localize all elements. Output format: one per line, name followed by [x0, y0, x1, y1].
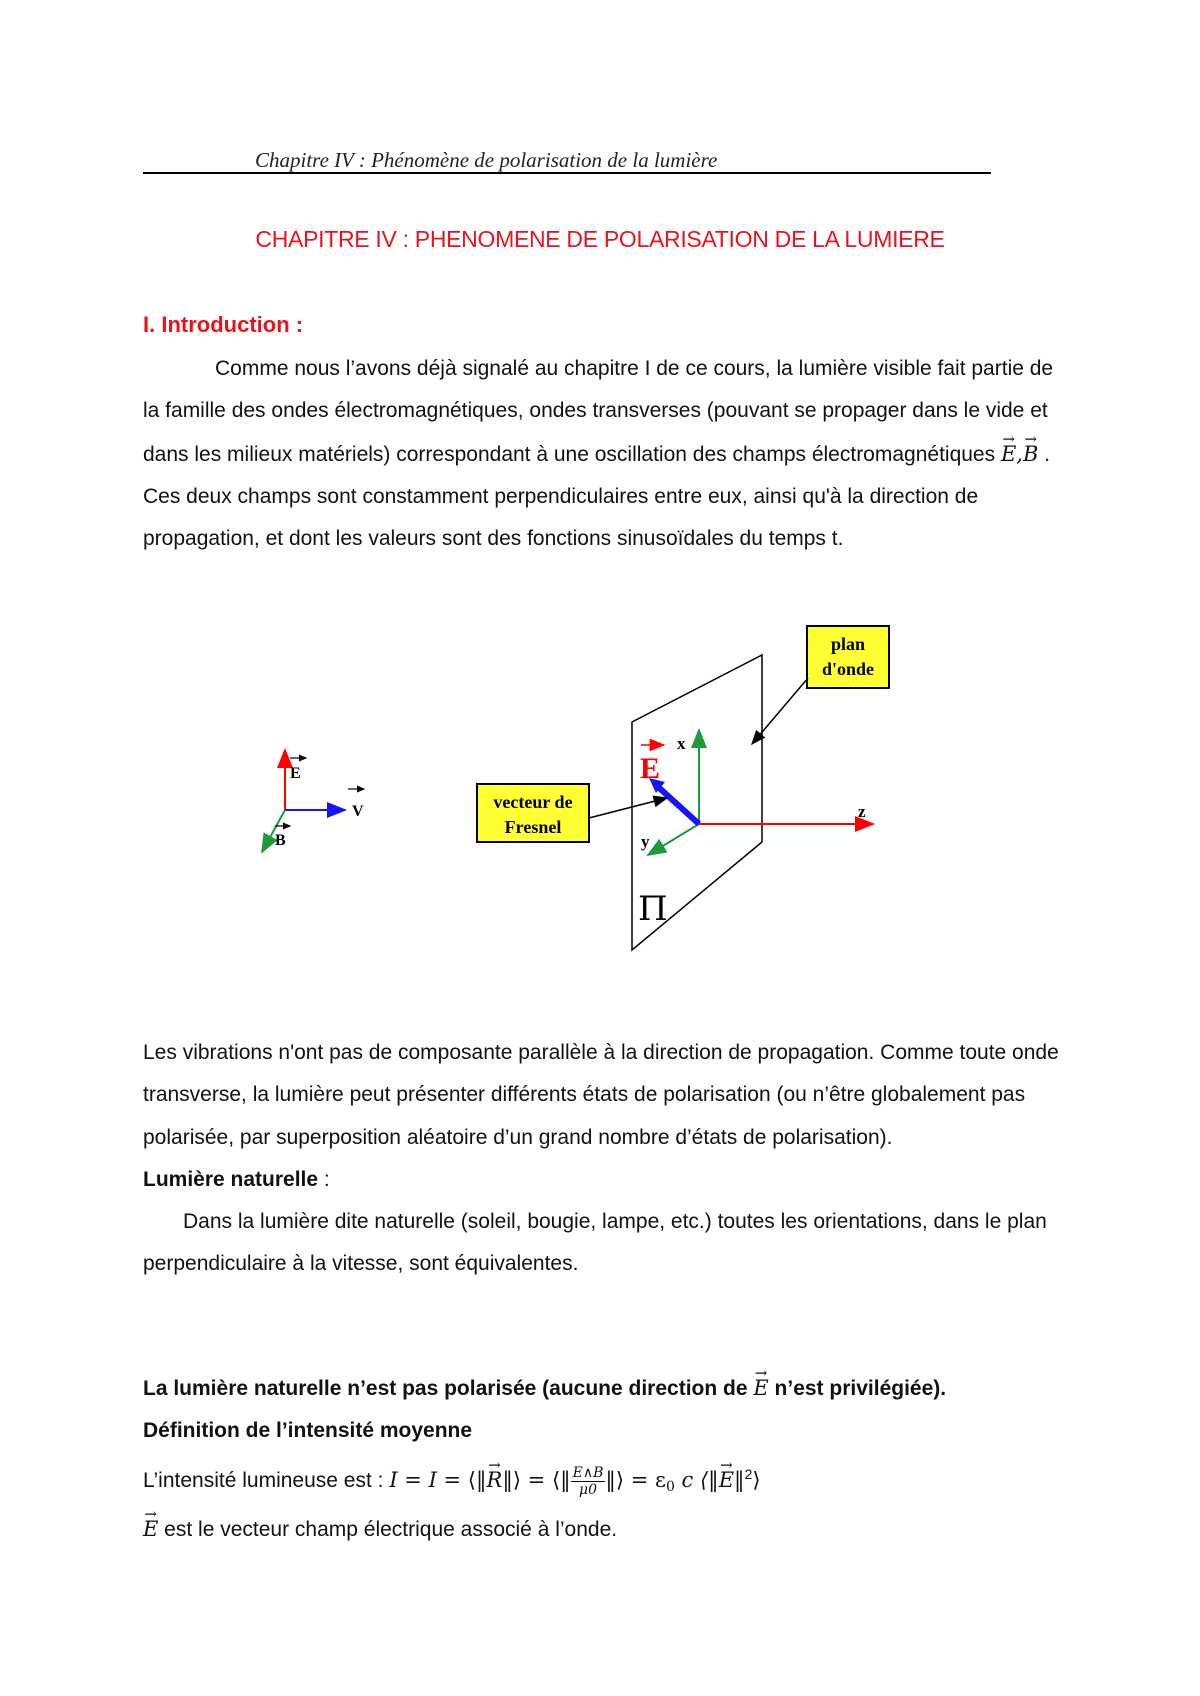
natural-light-title: Lumière naturelle — [143, 1167, 319, 1191]
formula-square: 2 — [744, 1465, 753, 1482]
intensity-formula-line — [143, 1453, 1073, 1508]
left-b-label: B — [275, 832, 286, 849]
comma: , — [1016, 441, 1023, 466]
not-polarized-text-b: n’est privilégiée). — [768, 1377, 947, 1400]
natural-light-paragraph: Dans la lumière dite naturelle (soleil, bougie, lampe, etc.) toutes les orientations, dans le plan perpendiculaire à la vitesse, sont équivalentes. — [143, 1210, 1047, 1276]
formula-numerator: E∧B — [572, 1464, 604, 1481]
formula-denominator: μ0 — [579, 1481, 598, 1498]
not-polarized-e-symbol: → E — [753, 1367, 768, 1409]
intro-paragraph — [143, 348, 1073, 560]
natural-light-colon: : — [318, 1167, 330, 1191]
running-title: Chapitre IV : Phénomène de polarisation de la lumière — [255, 148, 718, 172]
axis-x-label: x — [677, 734, 686, 753]
intensity-label: L’intensité lumineuse est : — [143, 1468, 390, 1492]
formula-i: I — [389, 1467, 398, 1492]
formula-fraction — [571, 1465, 606, 1498]
fresnel-line1: vecteur de — [493, 792, 573, 812]
plan-onde-line2: d'onde — [821, 659, 875, 679]
vibrations-paragraph: Les vibrations n'ont pas de composante parallèle à la direction de propagation. Comme toute onde transverse, la lumière peut présenter différents états de polarisation (ou n’être globalement pas polarisée, par superposition aléatoire d’un grand nombre d’états de polarisation). — [143, 1041, 1059, 1149]
field-b-symbol: → B — [1023, 433, 1038, 475]
left-e-label: E — [290, 765, 301, 782]
left-v-label: V — [352, 803, 364, 820]
fresnel-line2: Fresnel — [504, 817, 562, 837]
fresnel-pointer — [589, 798, 667, 818]
formula-norm-end: ‖ — [734, 1467, 745, 1492]
formula-eq1: = — [397, 1467, 429, 1492]
body-paragraphs — [143, 1032, 1073, 1286]
not-polarized-statement — [143, 1367, 1073, 1410]
field-e-symbol: → E — [1001, 433, 1016, 475]
section-heading: I. Introduction : — [143, 312, 304, 337]
chapter-title: CHAPITRE IV : PHENOMENE DE POLARISATION DE LA LUMIERE — [255, 226, 945, 252]
formula-i2: I — [428, 1467, 437, 1492]
plan-onde-line1: plan — [830, 634, 866, 654]
plan-onde-pointer — [752, 678, 808, 744]
natural-light-heading — [143, 1159, 1073, 1201]
intro-text-b: . Ces deux champs sont constamment perpendiculaires entre eux, ainsi qu'à la direction de propagation, et dont les valeurs sont des fonctions sinusoïdales du temps t. — [143, 442, 1051, 551]
not-polarized-text-a: La lumière naturelle n’est pas polarisée (aucune direction de — [143, 1377, 754, 1400]
formula-c: c ⟨‖ — [674, 1467, 719, 1492]
axis-y-line — [648, 824, 699, 855]
formula-e: → E — [719, 1459, 734, 1501]
axis-y-label: y — [641, 832, 650, 851]
e-vector-label: E — [640, 752, 661, 785]
formula-eq4: ‖⟩ = ε — [605, 1467, 666, 1492]
axis-z-label: z — [858, 802, 866, 821]
formula-eq2: = ⟨‖ — [436, 1467, 487, 1492]
fresnel-vector — [656, 785, 699, 824]
definition-heading: Définition de l’intensité moyenne — [143, 1419, 473, 1443]
intro-text-a: Comme nous l’avons déjà signalé au chapitre I de ce cours, la lumière visible fait partie de la famille des ondes électromagnétiques, ondes transverses (pouvant se propager dans le vide et dans les milieux matériels) correspondant à une oscillation des champs électromagnétiques — [143, 357, 1054, 466]
formula-eps-sub: 0 — [665, 1478, 675, 1495]
e-definition-line — [143, 1508, 1073, 1551]
wave-figure — [0, 600, 1200, 970]
e-definition-symbol: → E — [143, 1508, 158, 1550]
formula-r: → R — [487, 1459, 503, 1501]
formula-close: ⟩ — [752, 1467, 761, 1492]
formula-eq3: ‖⟩ = ⟨‖ — [502, 1467, 571, 1492]
left-trihedron — [262, 750, 364, 852]
plane-symbol: Π — [638, 889, 668, 929]
e-definition-text: est le vecteur champ électrique associé à l’onde. — [158, 1517, 618, 1541]
running-header — [143, 148, 991, 174]
definition-block — [143, 1367, 1073, 1551]
